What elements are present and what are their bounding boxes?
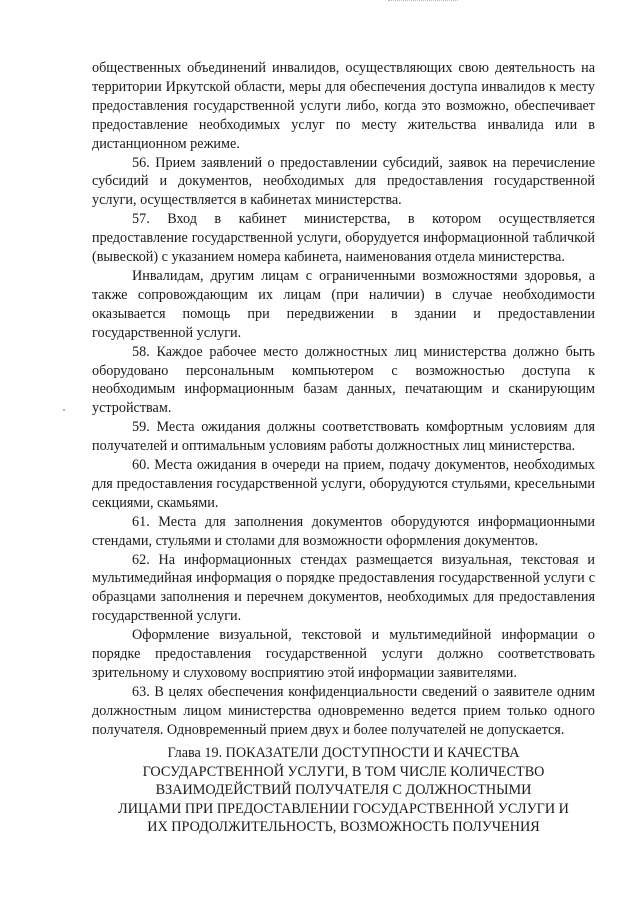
paragraph-58: 58. Каждое рабочее место должностных лиц министерства должно быть оборудовано персональным компьютером с возможностью доступа к необходимым информационным базам данных, печатающим и сканирующим устройствам. <box>92 343 595 417</box>
chapter-heading-line: ВЗАИМОДЕЙСТВИЙ ПОЛУЧАТЕЛЯ С ДОЛЖНОСТНЫМИ <box>155 782 532 799</box>
scan-speck <box>63 409 65 411</box>
chapter-heading-line: ГОСУДАРСТВЕННОЙ УСЛУГИ, В ТОМ ЧИСЛЕ КОЛИЧЕСТВО <box>142 763 545 780</box>
paragraph-61: 61. Места для заполнения документов оборудуются информационными стендами, стульями и столами для возможности оформления документов. <box>92 513 595 549</box>
paragraph-57: 57. Вход в кабинет министерства, в котором осуществляется предоставление государственной услуги, оборудуется информационной табличкой (вывеской) с указанием номера кабинета, наименования отдела министерства. <box>92 211 595 266</box>
chapter-heading-line: ЛИЦАМИ ПРИ ПРЕДОСТАВЛЕНИИ ГОСУДАРСТВЕННОЙ УСЛУГИ И <box>118 800 569 817</box>
paragraph-62: 62. На информационных стендах размещается визуальная, текстовая и мультимедийная информация о порядке предоставления государственной услуги с образцами заполнения и перечнем документов, необходимых для предоставления государственной услуги. <box>92 551 595 625</box>
body-text <box>92 59 595 740</box>
chapter-heading-line: ИХ ПРОДОЛЖИТЕЛЬНОСТЬ, ВОЗМОЖНОСТЬ ПОЛУЧЕНИЯ <box>147 819 540 836</box>
paragraph-60: 60. Места ожидания в очереди на прием, подачу документов, необходимых для предоставления государственной услуги, оборудуются стульями, кресельными секциями, скамьями. <box>92 457 595 511</box>
paragraph-continuation: общественных объединений инвалидов, осуществляющих свою деятельность на территории Иркутской области, меры для обеспечения доступа инвалидов к месту предоставления государственной услуги либо, когда это возможно, обеспечивает предоставление необходимых услуг по месту жительства инвалида или в дистанционном режиме. <box>92 60 595 152</box>
scan-mark <box>388 0 458 3</box>
paragraph-57-disabled-assistance: Инвалидам, другим лицам с ограниченными возможностями здоровья, а также сопровождающим их лицам (при наличии) в случае необходимости оказывается помощь при передвижении в здании и предоставлении государственной услуги. <box>92 267 595 341</box>
paragraph-59: 59. Места ожидания должны соответствовать комфортным условиям для получателей и оптимальным условиям работы должностных лиц министерства. <box>92 419 595 455</box>
paragraph-62-design: Оформление визуальной, текстовой и мультимедийной информации о порядке предоставления государственной услуги должно соответствовать зрительному и слуховому восприятию этой информации заявителями. <box>92 627 595 681</box>
chapter-heading-line: Глава 19. ПОКАЗАТЕЛИ ДОСТУПНОСТИ И КАЧЕСТВА <box>167 745 520 761</box>
paragraph-56: 56. Прием заявлений о предоставлении субсидий, заявок на перечисление субсидий и документов, необходимых для предоставления государственной услуги, осуществляется в кабинетах министерства. <box>92 154 595 209</box>
paragraph-63: 63. В целях обеспечения конфиденциальности сведений о заявителе одним должностным лицом министерства одновременно ведется прием только одного получателя. Одновременный прием двух и более получателей не допускается. <box>92 683 595 738</box>
chapter-heading <box>92 744 595 837</box>
